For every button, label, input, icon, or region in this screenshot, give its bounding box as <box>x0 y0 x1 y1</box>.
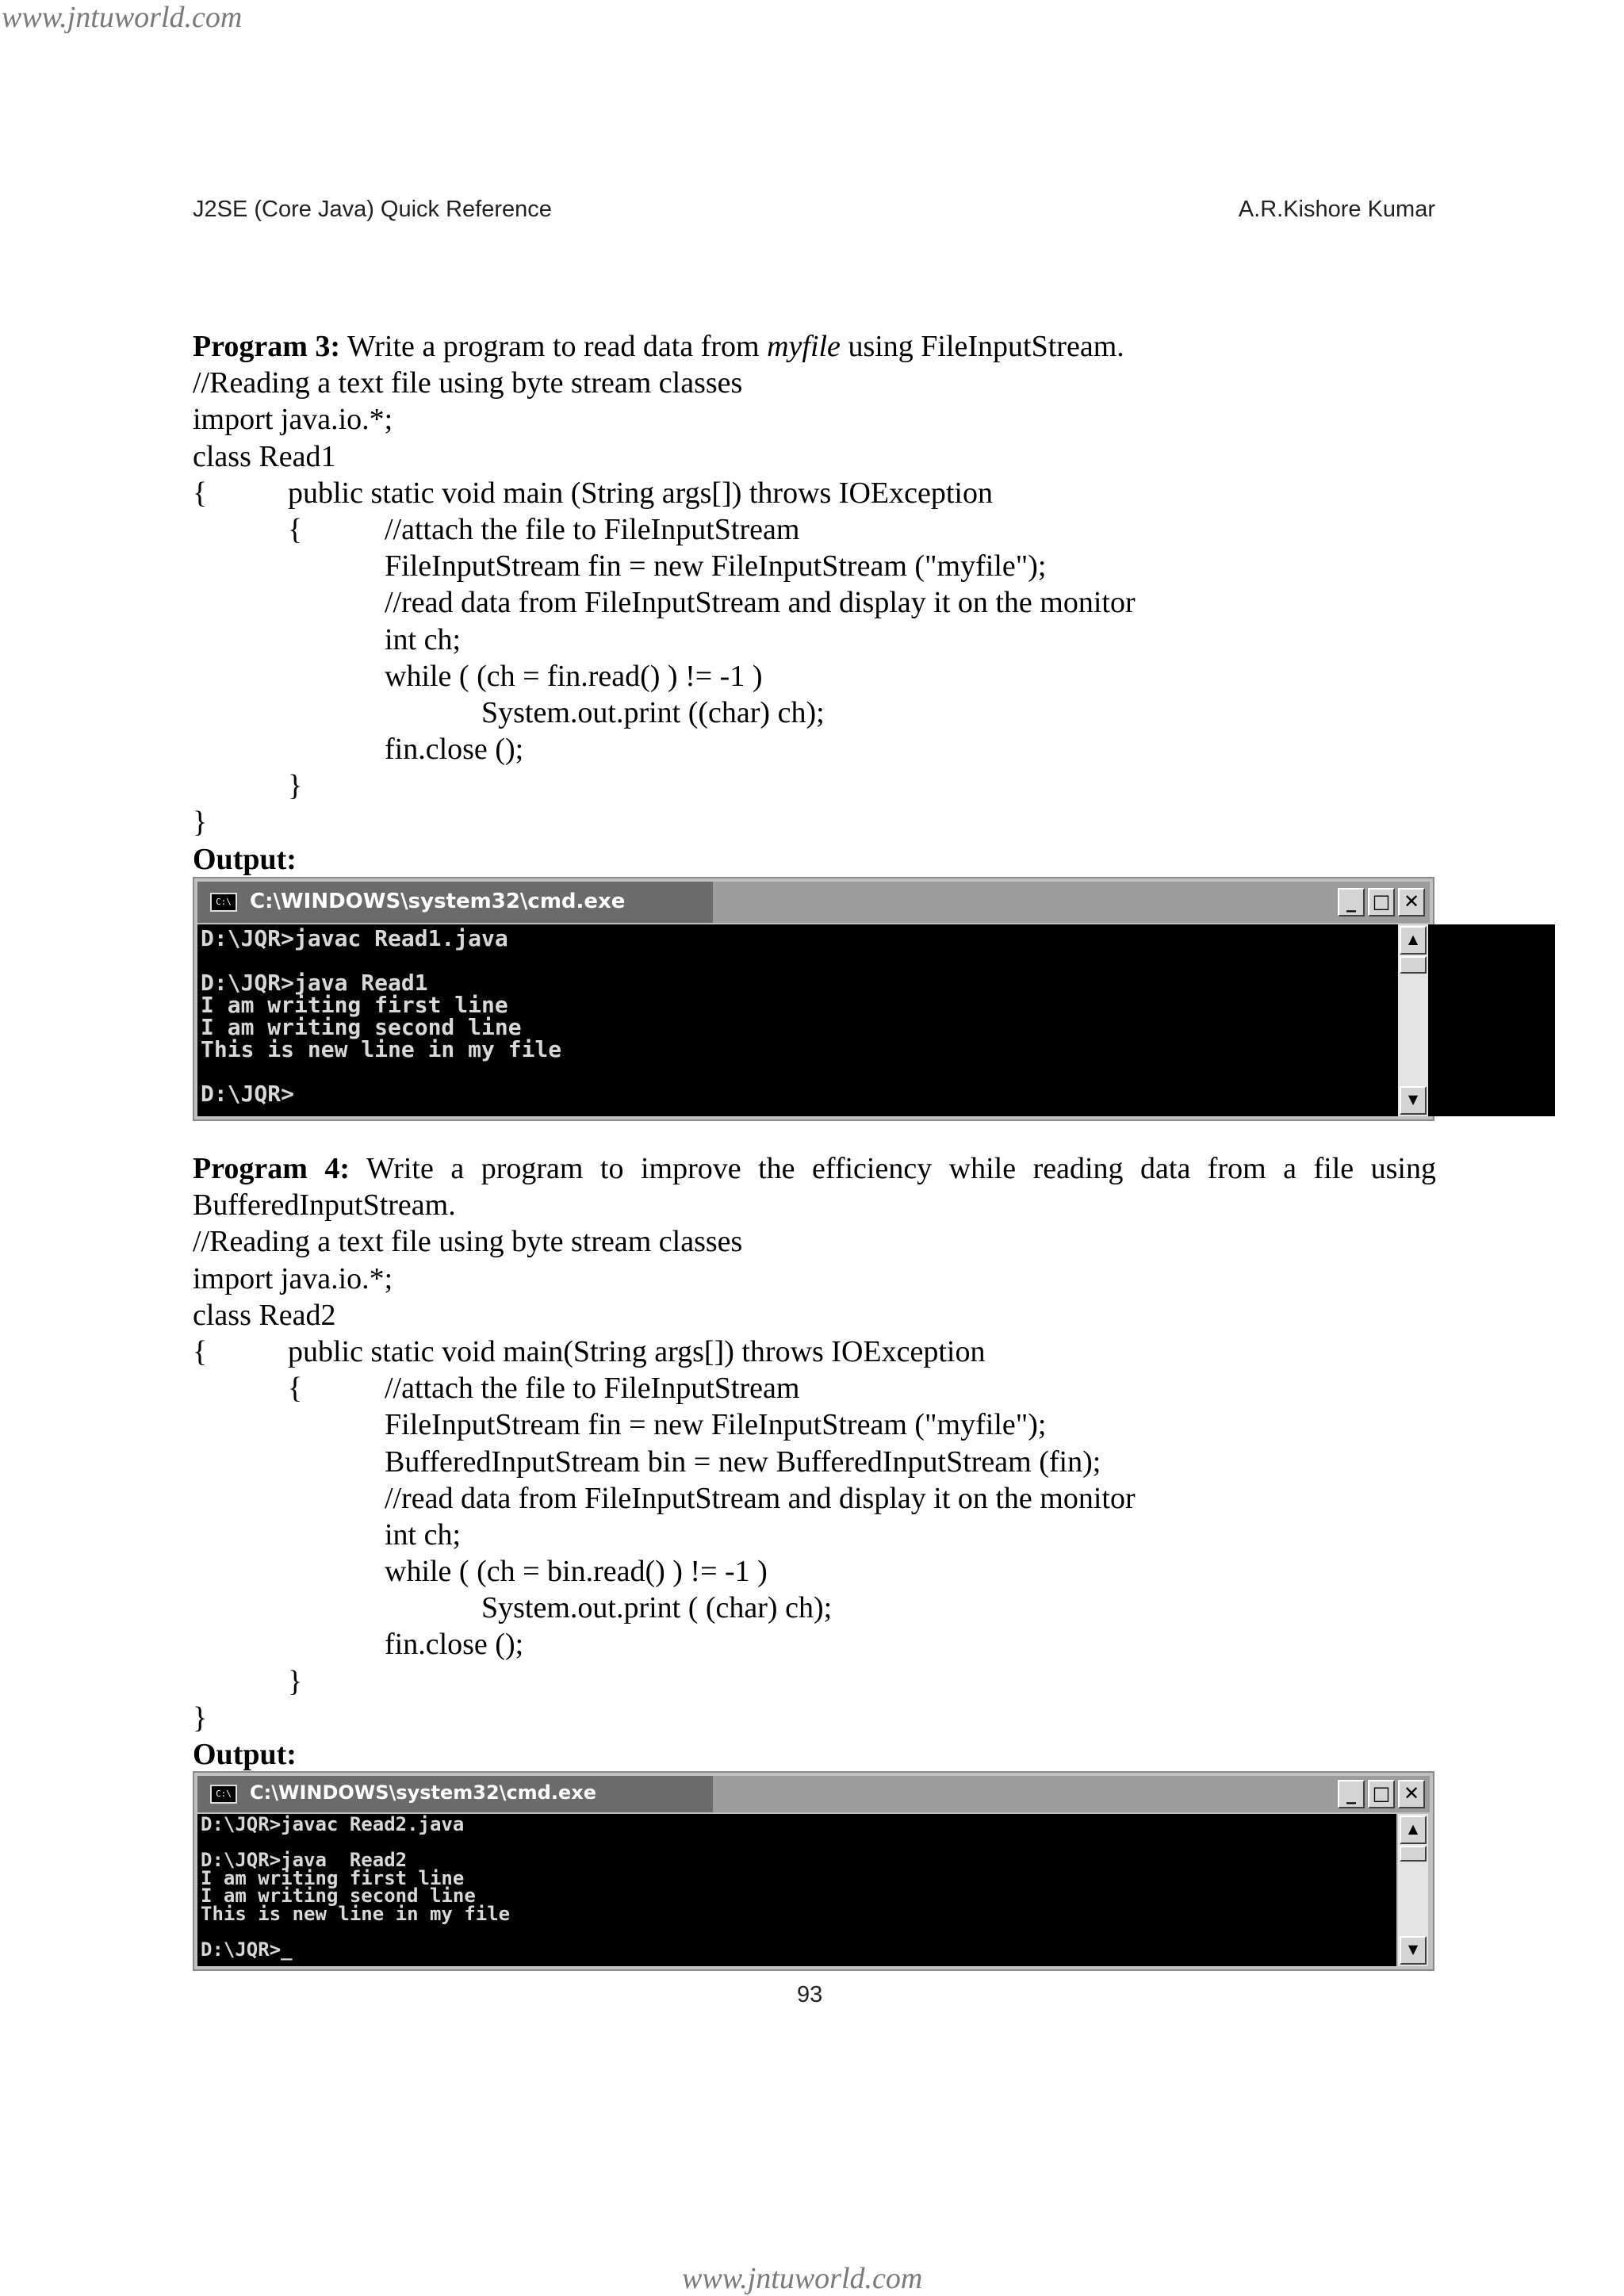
scroll-down-icon[interactable]: ▼ <box>1400 1936 1427 1965</box>
minimize-button[interactable]: _ <box>1338 888 1365 916</box>
maximize-button[interactable]: □ <box>1368 1780 1395 1808</box>
cmd-window-2 <box>193 1771 1434 1971</box>
window-title: C:\WINDOWS\system32\cmd.exe <box>250 890 626 913</box>
program-3-section <box>193 328 1436 878</box>
header-title: J2SE (Core Java) Quick Reference <box>193 197 552 222</box>
code-line: int ch; <box>385 1517 462 1552</box>
watermark-top: www.jntuworld.com <box>2 1 243 34</box>
scroll-up-icon[interactable]: ▲ <box>1400 1816 1427 1844</box>
code-line: { public static void main(String args[]) throws IOException <box>193 1334 986 1368</box>
code-line: import java.io.*; <box>193 1261 393 1295</box>
code-line: FileInputStream fin = new FileInputStream ("myfile"); <box>385 549 1047 584</box>
vertical-scrollbar[interactable] <box>1398 924 1428 1116</box>
console-output: D:\JQR>javac Read1.java D:\JQR>java Read1 I am writing first line I am writing second line This is new line in my file D:\JQR> <box>197 924 1555 1116</box>
code-line: BufferedInputStream bin = new BufferedInputStream (fin); <box>385 1445 1101 1479</box>
cmd-window-1 <box>193 877 1434 1121</box>
output-label: Output: <box>193 1738 297 1771</box>
scroll-thumb[interactable] <box>1400 956 1427 974</box>
code-line: { //attach the file to FileInputStream <box>288 1372 800 1406</box>
watermark-bottom: www.jntuworld.com <box>682 2262 923 2295</box>
code-line: //read data from FileInputStream and display it on the monitor <box>385 586 1136 620</box>
code-line: fin.close (); <box>385 1628 524 1662</box>
window-titlebar <box>197 882 1430 923</box>
code-line: } <box>193 806 208 840</box>
scroll-up-icon[interactable]: ▲ <box>1400 926 1427 955</box>
vertical-scrollbar[interactable] <box>1398 1814 1428 1966</box>
code-line: } <box>288 769 303 803</box>
code-line: import java.io.*; <box>193 403 393 437</box>
code-line: //Reading a text file using byte stream classes <box>193 366 743 400</box>
program-4-heading-cont: BufferedInputStream. <box>193 1188 456 1223</box>
code-line: { public static void main (String args[]) throws IOException <box>193 476 993 510</box>
window-title: C:\WINDOWS\system32\cmd.exe <box>250 1781 597 1804</box>
page-number: 93 <box>797 1982 823 2007</box>
program-3-heading: Program 3: Write a program to read data from myfile using FileInputStream. <box>193 330 1124 363</box>
cmd-icon: C:\ <box>210 1785 237 1804</box>
code-line: class Read1 <box>193 439 336 473</box>
code-line: fin.close (); <box>385 733 524 767</box>
program-4-section <box>193 1150 1436 1773</box>
code-line: class Read2 <box>193 1298 336 1332</box>
code-line: int ch; <box>385 622 462 656</box>
console-output: D:\JQR>javac Read2.java D:\JQR>java Read2 I am writing first line I am writing second line This is new line in my file D:\JQR>_ <box>197 1814 1396 1966</box>
code-line: //Reading a text file using byte stream classes <box>193 1225 743 1259</box>
code-line: while ( (ch = fin.read() ) != -1 ) <box>385 659 763 693</box>
close-button[interactable]: ✕ <box>1398 888 1425 916</box>
code-line: } <box>193 1701 208 1735</box>
window-titlebar <box>197 1776 1430 1812</box>
code-line: System.out.print ( (char) ch); <box>481 1591 833 1625</box>
code-line: System.out.print ((char) ch); <box>481 695 825 729</box>
code-line: FileInputStream fin = new FileInputStream ("myfile"); <box>385 1408 1047 1442</box>
scroll-thumb[interactable] <box>1400 1846 1427 1862</box>
cmd-icon: C:\ <box>210 893 237 912</box>
code-line: while ( (ch = bin.read() ) != -1 ) <box>385 1555 768 1589</box>
code-line: //read data from FileInputStream and display it on the monitor <box>385 1481 1136 1515</box>
close-button[interactable]: ✕ <box>1398 1780 1425 1808</box>
code-line: } <box>288 1664 303 1698</box>
minimize-button[interactable]: _ <box>1338 1780 1365 1808</box>
header-author: A.R.Kishore Kumar <box>1238 197 1435 222</box>
output-label: Output: <box>193 842 297 876</box>
code-line: { //attach the file to FileInputStream <box>288 512 800 546</box>
program-4-heading: Program 4: Write a program to improve the efficiency while reading data from a file using <box>193 1152 1436 1185</box>
maximize-button[interactable]: □ <box>1368 888 1395 916</box>
scroll-down-icon[interactable]: ▼ <box>1400 1086 1427 1115</box>
